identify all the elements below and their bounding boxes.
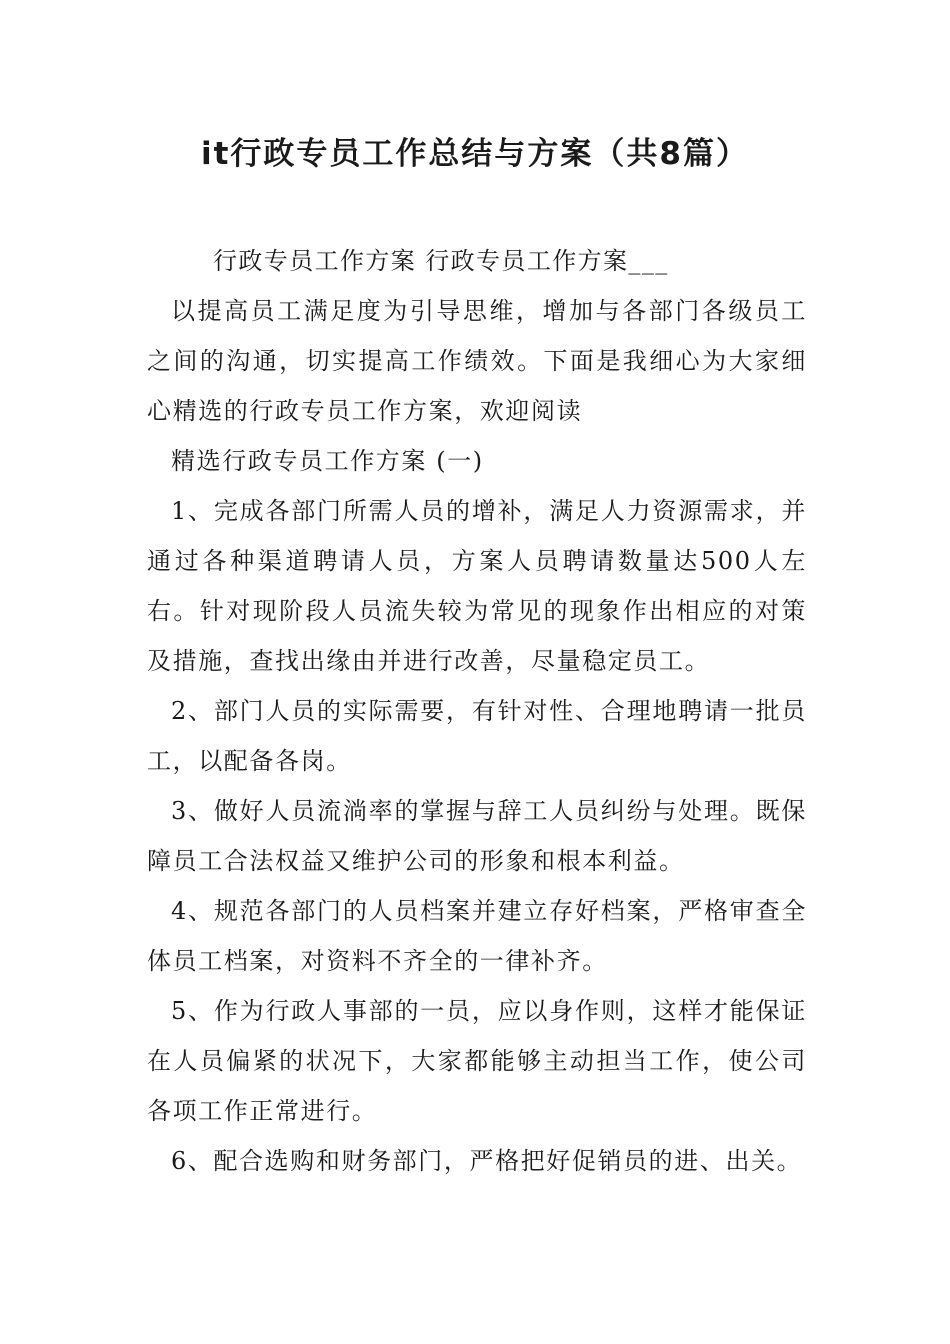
list-item-4: 4、规范各部门的人员档案并建立存好档案，严格审查全体员工档案，对资料不齐全的一律补齐。 xyxy=(147,897,807,975)
list-item-6: 6、配合选购和财务部门，严格把好促销员的进、出关。 xyxy=(171,1147,803,1175)
list-item-3: 3、做好人员流淌率的掌握与辞工人员纠纷与处理。既保障员工合法权益又维护公司的形象和根本利益。 xyxy=(147,797,807,875)
list-item-2: 2、部门人员的实际需要，有针对性、合理地聘请一批员工，以配备各岗。 xyxy=(147,697,807,775)
section-heading: 精选行政专员工作方案 (一) xyxy=(171,447,484,475)
document-title: it行政专员工作总结与方案（共8篇） xyxy=(200,136,749,172)
list-item-1: 1、完成各部门所需人员的增补，满足人力资源需求，并通过各种渠道聘请人员，方案人员聘请数量达500人左右。针对现阶段人员流失较为常见的现象作出相应的对策及措施，查找出缘由并进行改善，尽量稳定员工。 xyxy=(147,497,807,675)
document-body xyxy=(147,236,807,1186)
intro-line: 行政专员工作方案 行政专员工作方案___ xyxy=(213,247,669,275)
list-item-5: 5、作为行政人事部的一员，应以身作则，这样才能保证在人员偏紧的状况下，大家都能够主动担当工作，使公司各项工作正常进行。 xyxy=(147,997,807,1125)
intro-paragraph: 以提高员工满足度为引导思维，增加与各部门各级员工之间的沟通，切实提高工作绩效。下面是我细心为大家细心精选的行政专员工作方案，欢迎阅读 xyxy=(147,297,807,425)
